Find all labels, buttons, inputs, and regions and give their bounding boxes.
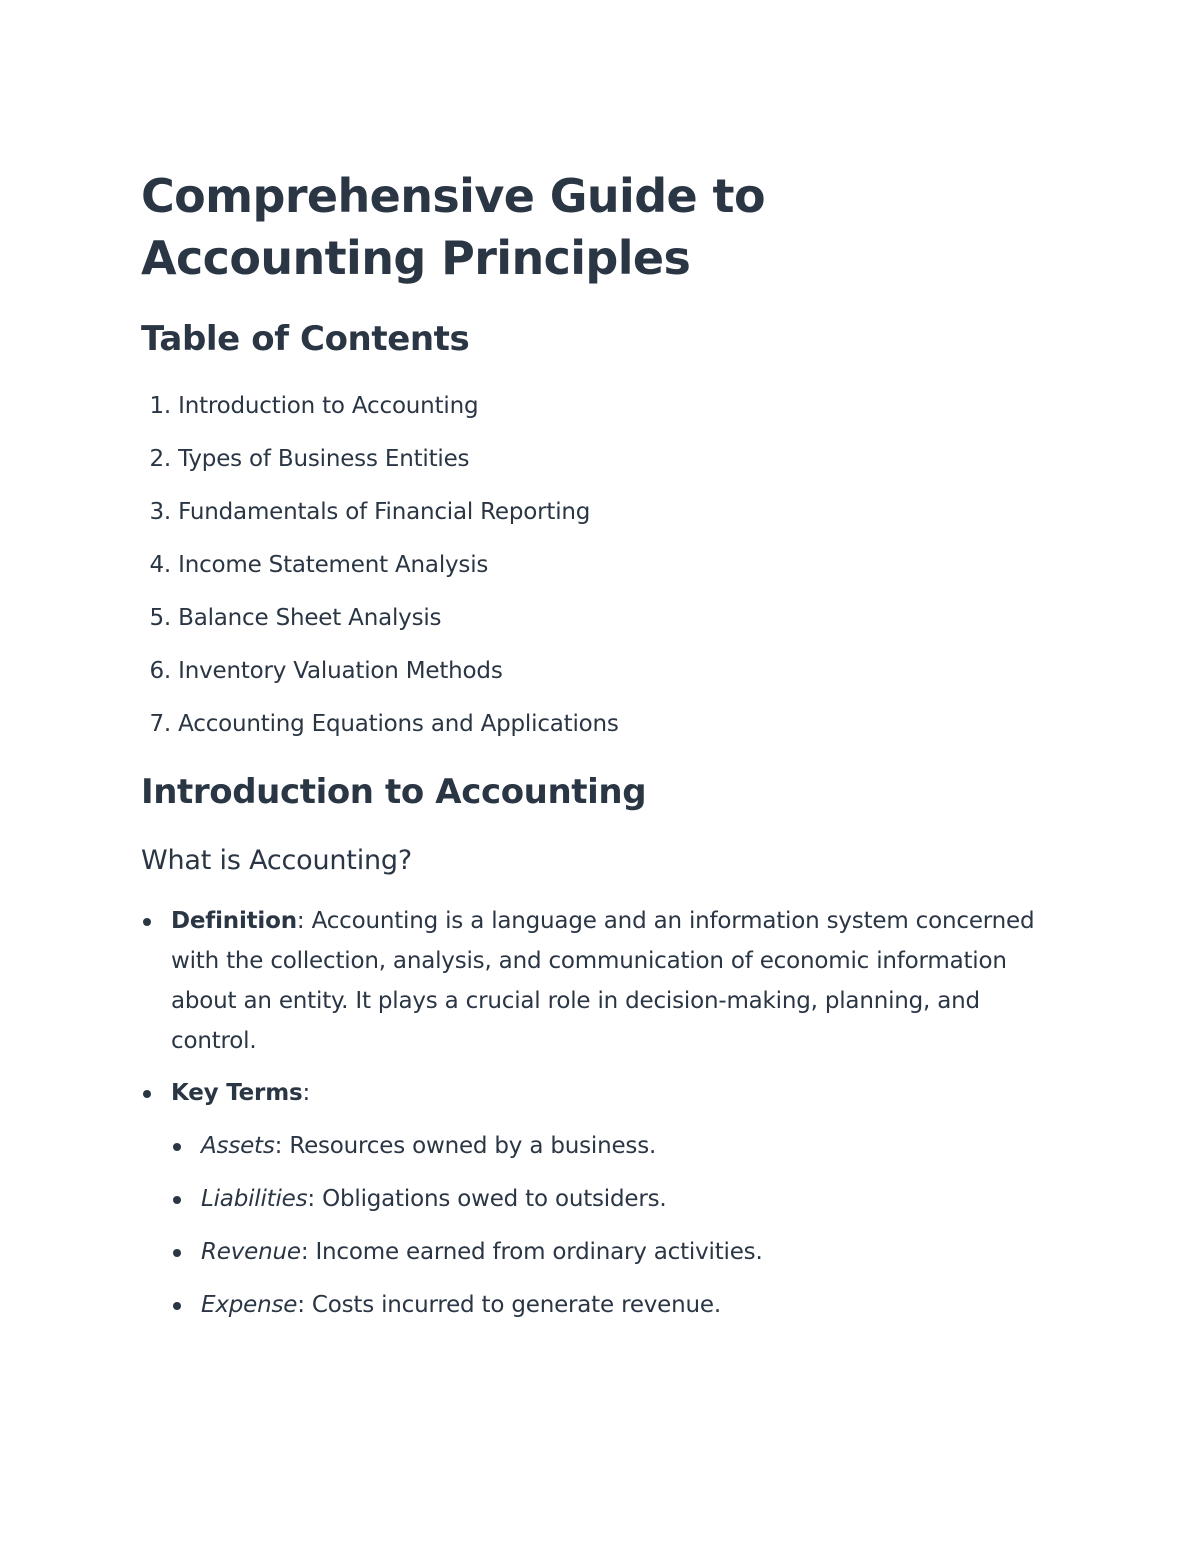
key-terms-colon: :	[302, 1080, 311, 1106]
toc-item-balance-sheet[interactable]	[141, 603, 441, 633]
definition-term: Definition	[171, 908, 297, 934]
toc-item-label: Income Statement Analysis	[178, 552, 489, 578]
key-term-liabilities	[201, 1179, 667, 1219]
toc-item-income-statement[interactable]	[141, 550, 488, 580]
toc-item-number: 5.	[149, 605, 171, 631]
toc-item-business-entities[interactable]	[141, 444, 469, 474]
toc-item-label: Types of Business Entities	[178, 446, 470, 472]
key-terms-label: Key Terms	[171, 1080, 303, 1106]
toc-item-number: 4.	[149, 552, 171, 578]
toc-item-introduction[interactable]	[141, 391, 478, 421]
toc-item-label: Accounting Equations and Applications	[178, 711, 619, 737]
key-term-assets	[201, 1126, 656, 1166]
toc-item-label: Introduction to Accounting	[178, 393, 479, 419]
toc-item-financial-reporting[interactable]	[141, 497, 590, 527]
bullet-dot	[173, 1196, 181, 1204]
key-term-text: : Obligations owed to outsiders.	[307, 1186, 667, 1212]
bullet-dot	[173, 1143, 181, 1151]
toc-item-inventory-valuation[interactable]	[141, 656, 503, 686]
toc-item-label: Inventory Valuation Methods	[178, 658, 503, 684]
key-term-name: Expense	[201, 1292, 298, 1318]
toc-item-label: Balance Sheet Analysis	[178, 605, 442, 631]
toc-item-number: 6.	[149, 658, 171, 684]
toc-item-number: 7.	[149, 711, 171, 737]
document-title: Comprehensive Guide to Accounting Principles	[141, 169, 765, 285]
key-term-name: Revenue	[201, 1239, 301, 1265]
definition-text: : Accounting is a language and an information system concerned with the collection, analysis, and communication of economic information about an entity. It plays a crucial role in decision-making, planning, and control.	[171, 908, 1035, 1054]
key-term-name: Assets	[201, 1133, 275, 1159]
toc-item-label: Fundamentals of Financial Reporting	[178, 499, 591, 525]
toc-item-accounting-equations[interactable]	[141, 709, 619, 739]
key-terms-label-line	[171, 1073, 310, 1113]
bullet-dot	[173, 1302, 181, 1310]
bullet-dot	[143, 918, 151, 926]
subsection-heading-what-is-accounting: What is Accounting?	[141, 845, 412, 876]
key-term-revenue	[201, 1232, 763, 1272]
toc-heading: Table of Contents	[141, 319, 470, 359]
toc-item-number: 1.	[149, 393, 171, 419]
key-term-text: : Costs incurred to generate revenue.	[297, 1292, 721, 1318]
bullet-dot	[143, 1090, 151, 1098]
section-heading-introduction: Introduction to Accounting	[141, 772, 647, 812]
toc-item-number: 2.	[149, 446, 171, 472]
key-term-expense	[201, 1285, 721, 1325]
key-term-text: : Income earned from ordinary activities.	[300, 1239, 763, 1265]
definition-paragraph	[171, 901, 1061, 1061]
toc-item-number: 3.	[149, 499, 171, 525]
bullet-dot	[173, 1249, 181, 1257]
key-term-name: Liabilities	[201, 1186, 308, 1212]
key-term-text: : Resources owned by a business.	[274, 1133, 657, 1159]
